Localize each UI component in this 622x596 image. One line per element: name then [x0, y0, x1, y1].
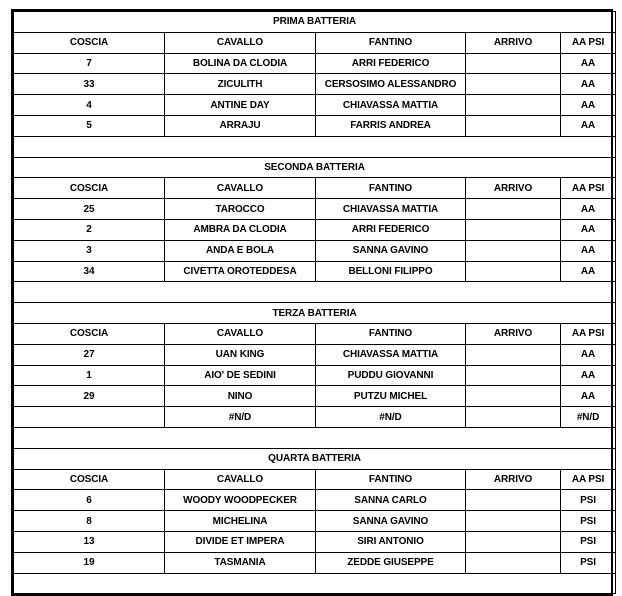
cell-aapsi: PSI	[561, 552, 616, 573]
section-title: QUARTA BATTERIA	[14, 448, 616, 469]
table-row	[14, 261, 616, 282]
cell-fantino: CERSOSIMO ALESSANDRO	[316, 74, 466, 95]
cell-coscia: 5	[14, 115, 165, 136]
cell-cavallo: BOLINA DA CLODIA	[165, 53, 316, 74]
cell-cavallo: CIVETTA OROTEDDESA	[165, 261, 316, 282]
cell-aapsi: AA	[561, 219, 616, 240]
cell-cavallo: ANTINE DAY	[165, 95, 316, 116]
cell-fantino: ARRI FEDERICO	[316, 53, 466, 74]
cell-cavallo: UAN KING	[165, 344, 316, 365]
table-row	[14, 115, 616, 136]
header-fantino: FANTINO	[316, 323, 466, 344]
table-row	[14, 511, 616, 532]
cell-coscia: 27	[14, 344, 165, 365]
spacer-cell	[14, 282, 616, 303]
table-row	[14, 386, 616, 407]
section-title-row	[14, 12, 616, 33]
cell-coscia: 3	[14, 240, 165, 261]
table-row	[14, 95, 616, 116]
cell-arrivo	[466, 240, 561, 261]
cell-coscia: 25	[14, 199, 165, 220]
cell-arrivo	[466, 552, 561, 573]
spacer-row	[14, 427, 616, 448]
cell-coscia	[14, 407, 165, 428]
cell-aapsi: AA	[561, 53, 616, 74]
section-title: SECONDA BATTERIA	[14, 157, 616, 178]
spacer-cell	[14, 573, 616, 594]
table-row	[14, 344, 616, 365]
column-header-row	[14, 323, 616, 344]
cell-cavallo: TAROCCO	[165, 199, 316, 220]
cell-fantino: CHIAVASSA MATTIA	[316, 95, 466, 116]
cell-coscia: 13	[14, 531, 165, 552]
section-title-row	[14, 157, 616, 178]
cell-fantino: PUDDU GIOVANNI	[316, 365, 466, 386]
spacer-row	[14, 136, 616, 157]
cell-arrivo	[466, 511, 561, 532]
cell-aapsi: PSI	[561, 531, 616, 552]
cell-coscia: 7	[14, 53, 165, 74]
table-row	[14, 53, 616, 74]
table-row	[14, 552, 616, 573]
column-header-row	[14, 178, 616, 199]
header-coscia: COSCIA	[14, 178, 165, 199]
section-title: PRIMA BATTERIA	[14, 12, 616, 33]
cell-aapsi: AA	[561, 344, 616, 365]
cell-coscia: 19	[14, 552, 165, 573]
cell-fantino: ARRI FEDERICO	[316, 219, 466, 240]
header-fantino: FANTINO	[316, 469, 466, 490]
cell-fantino: CHIAVASSA MATTIA	[316, 344, 466, 365]
cell-arrivo	[466, 219, 561, 240]
header-coscia: COSCIA	[14, 32, 165, 53]
cell-arrivo	[466, 74, 561, 95]
cell-aapsi: AA	[561, 95, 616, 116]
spacer-cell	[14, 427, 616, 448]
cell-arrivo	[466, 199, 561, 220]
race-heats-sheet	[11, 9, 613, 596]
table-row	[14, 199, 616, 220]
cell-fantino: FARRIS ANDREA	[316, 115, 466, 136]
spacer-row	[14, 282, 616, 303]
cell-arrivo	[466, 386, 561, 407]
spacer-row	[14, 573, 616, 594]
cell-fantino: #N/D	[316, 407, 466, 428]
header-arrivo: ARRIVO	[466, 323, 561, 344]
cell-cavallo: ANDA E BOLA	[165, 240, 316, 261]
table-row	[14, 490, 616, 511]
cell-arrivo	[466, 53, 561, 74]
table-row	[14, 407, 616, 428]
cell-fantino: SANNA CARLO	[316, 490, 466, 511]
header-coscia: COSCIA	[14, 469, 165, 490]
header-aapsi: AA PSI	[561, 469, 616, 490]
cell-coscia: 6	[14, 490, 165, 511]
cell-cavallo: MICHELINA	[165, 511, 316, 532]
cell-arrivo	[466, 365, 561, 386]
header-cavallo: CAVALLO	[165, 178, 316, 199]
cell-fantino: ZEDDE GIUSEPPE	[316, 552, 466, 573]
cell-arrivo	[466, 95, 561, 116]
header-cavallo: CAVALLO	[165, 469, 316, 490]
cell-coscia: 29	[14, 386, 165, 407]
table-row	[14, 365, 616, 386]
section-title-row	[14, 303, 616, 324]
section-title: TERZA BATTERIA	[14, 303, 616, 324]
heats-table	[13, 11, 616, 594]
header-arrivo: ARRIVO	[466, 178, 561, 199]
column-header-row	[14, 32, 616, 53]
cell-aapsi: PSI	[561, 490, 616, 511]
header-cavallo: CAVALLO	[165, 323, 316, 344]
header-aapsi: AA PSI	[561, 323, 616, 344]
cell-aapsi: PSI	[561, 511, 616, 532]
header-arrivo: ARRIVO	[466, 469, 561, 490]
header-coscia: COSCIA	[14, 323, 165, 344]
cell-aapsi: AA	[561, 261, 616, 282]
cell-aapsi: #N/D	[561, 407, 616, 428]
spacer-cell	[14, 136, 616, 157]
cell-cavallo: #N/D	[165, 407, 316, 428]
cell-fantino: PUTZU MICHEL	[316, 386, 466, 407]
cell-coscia: 33	[14, 74, 165, 95]
cell-aapsi: AA	[561, 74, 616, 95]
cell-aapsi: AA	[561, 386, 616, 407]
cell-arrivo	[466, 490, 561, 511]
cell-arrivo	[466, 344, 561, 365]
cell-coscia: 2	[14, 219, 165, 240]
cell-fantino: CHIAVASSA MATTIA	[316, 199, 466, 220]
cell-cavallo: ARRAJU	[165, 115, 316, 136]
cell-cavallo: NINO	[165, 386, 316, 407]
header-arrivo: ARRIVO	[466, 32, 561, 53]
table-row	[14, 74, 616, 95]
cell-fantino: SANNA GAVINO	[316, 240, 466, 261]
cell-arrivo	[466, 115, 561, 136]
cell-aapsi: AA	[561, 365, 616, 386]
cell-coscia: 8	[14, 511, 165, 532]
cell-coscia: 4	[14, 95, 165, 116]
column-header-row	[14, 469, 616, 490]
cell-aapsi: AA	[561, 240, 616, 261]
cell-fantino: BELLONI FILIPPO	[316, 261, 466, 282]
table-row	[14, 219, 616, 240]
cell-arrivo	[466, 531, 561, 552]
cell-coscia: 1	[14, 365, 165, 386]
table-row	[14, 531, 616, 552]
header-fantino: FANTINO	[316, 178, 466, 199]
header-fantino: FANTINO	[316, 32, 466, 53]
cell-cavallo: ZICULITH	[165, 74, 316, 95]
cell-cavallo: TASMANIA	[165, 552, 316, 573]
header-cavallo: CAVALLO	[165, 32, 316, 53]
cell-cavallo: AIO' DE SEDINI	[165, 365, 316, 386]
cell-cavallo: DIVIDE ET IMPERA	[165, 531, 316, 552]
cell-arrivo	[466, 261, 561, 282]
cell-coscia: 34	[14, 261, 165, 282]
header-aapsi: AA PSI	[561, 178, 616, 199]
cell-arrivo	[466, 407, 561, 428]
cell-fantino: SANNA GAVINO	[316, 511, 466, 532]
cell-fantino: SIRI ANTONIO	[316, 531, 466, 552]
cell-cavallo: WOODY WOODPECKER	[165, 490, 316, 511]
cell-aapsi: AA	[561, 115, 616, 136]
header-aapsi: AA PSI	[561, 32, 616, 53]
cell-aapsi: AA	[561, 199, 616, 220]
section-title-row	[14, 448, 616, 469]
cell-cavallo: AMBRA DA CLODIA	[165, 219, 316, 240]
table-row	[14, 240, 616, 261]
